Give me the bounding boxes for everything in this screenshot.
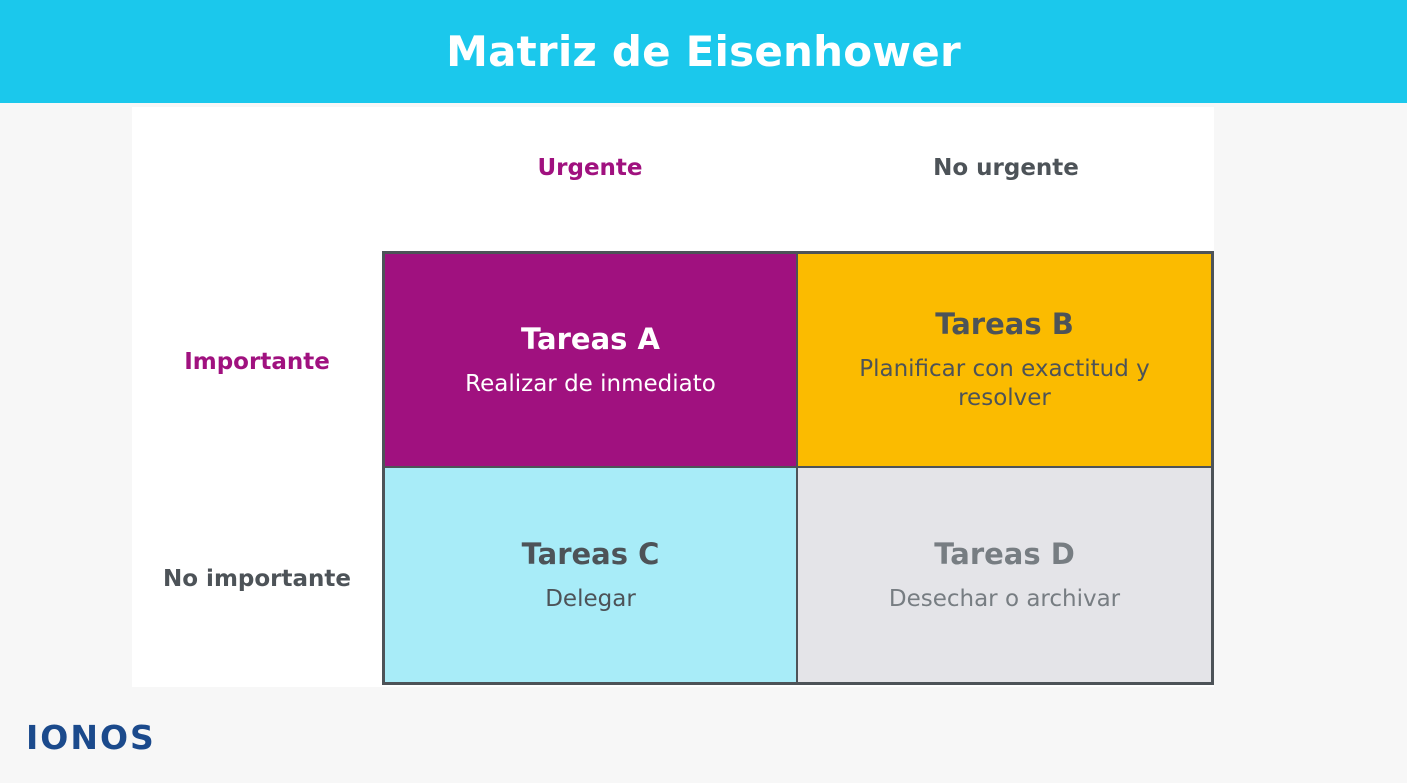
page-title: Matriz de Eisenhower (446, 27, 961, 76)
row-header-not-important: No importante (163, 566, 351, 592)
row-header-important: Importante (184, 349, 330, 375)
quadrant-title: Tareas B (935, 307, 1074, 342)
quadrant-tareas-a (385, 254, 798, 468)
column-header-urgent: Urgente (537, 155, 643, 181)
header-banner (0, 0, 1407, 103)
quadrant-title: Tareas C (521, 536, 660, 571)
quadrant-description: Delegar (545, 585, 636, 612)
quadrant-title: Tareas D (934, 536, 1075, 571)
quadrant-tareas-b (798, 254, 1211, 468)
matrix-grid (382, 251, 1214, 685)
matrix-container (132, 107, 1214, 687)
column-header-not-urgent: No urgente (933, 155, 1079, 181)
quadrant-description: Realizar de inmediato (465, 370, 716, 397)
quadrant-description: Planificar con exactitud y resolver (859, 356, 1150, 411)
quadrant-description: Desechar o archivar (888, 585, 1121, 612)
row-headers (132, 249, 382, 684)
column-headers (382, 155, 1214, 215)
brand-logo: IONOS (26, 718, 156, 757)
quadrant-title: Tareas A (521, 321, 660, 356)
quadrant-tareas-d (798, 468, 1211, 682)
quadrant-tareas-c (385, 468, 798, 682)
